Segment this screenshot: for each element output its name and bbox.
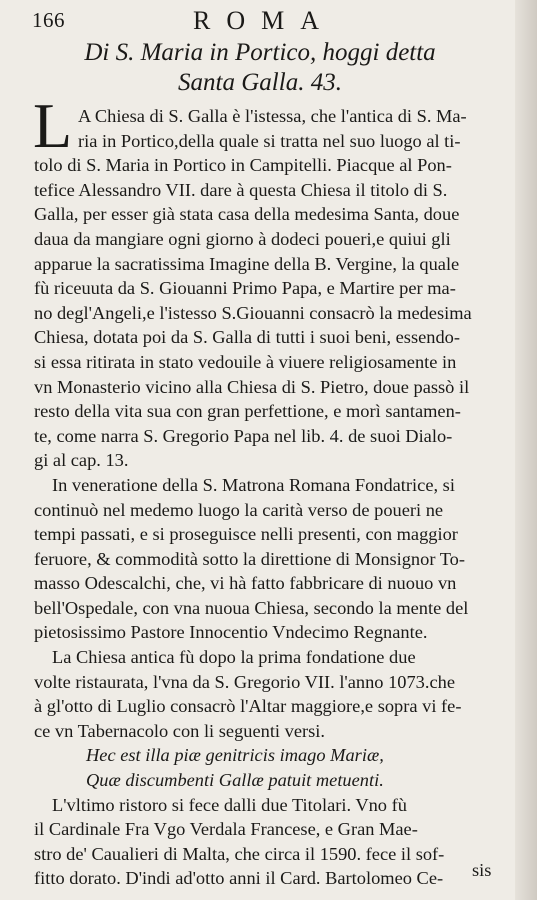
text-line: tefice Alessandro VII. dare à questa Chiesa il titolo di S.: [34, 179, 448, 200]
text-line: pietosissimo Pastore Innocentio Vndecimo Regnante.: [34, 622, 428, 643]
page-number: 166: [32, 8, 65, 32]
text-line: volte ristaurata, l'vna da S. Gregorio VII. l'anno 1073.che: [34, 671, 455, 692]
paragraph-3: [34, 645, 512, 743]
paragraph-4: [34, 793, 512, 891]
paragraph-1: [34, 104, 512, 473]
title-line-2: Santa Galla. 43.: [178, 69, 342, 96]
drop-cap: L: [33, 90, 73, 161]
section-title: [60, 38, 460, 98]
text-line: à gl'otto di Luglio consacrò l'Altar maggiore,e sopra vi fe-: [34, 696, 462, 717]
text-line: no degl'Angeli,e l'istesso S.Giouanni consacrò la medesima: [34, 302, 472, 323]
verse-line: Quæ discumbenti Gallæ patuit metuenti.: [86, 770, 384, 791]
text-line: resto della vita sua con gran perfettione, e morì santamen-: [34, 401, 461, 422]
text-line: si essa ritirata in stato vedouile à viuere religiosamente in: [34, 351, 457, 372]
text-line: L'vltimo ristoro si fece dalli due Titolari. Vno fù: [52, 794, 407, 815]
text-line: ria in Portico,della quale si tratta nel suo luogo al ti-: [78, 130, 461, 151]
verse-line: Hec est illa piæ genitricis imago Mariæ,: [86, 745, 384, 766]
text-line: ce vn Tabernacolo con li seguenti versi.: [34, 720, 325, 741]
text-line: Chiesa, dotata poi da S. Galla di tutti i suoi beni, essendo-: [34, 327, 460, 348]
text-line: tempi passati, e si proseguisce nelli presenti, con maggior: [34, 524, 458, 545]
text-line: apparue la sacratissima Imagine della B. Vergine, la quale: [34, 253, 460, 274]
text-line: Galla, per esser già stata casa della medesima Santa, doue: [34, 204, 460, 225]
page-header: [28, 6, 498, 36]
text-line: bell'Ospedale, con vna nuoua Chiesa, secondo la mente del: [34, 597, 469, 618]
verse-quotation: [34, 743, 512, 792]
text-line: A Chiesa di S. Galla è l'istessa, che l'antica di S. Ma-: [78, 106, 467, 126]
text-line: vn Monasterio vicino alla Chiesa di S. Pietro, doue passò il: [34, 376, 470, 397]
text-line: La Chiesa antica fù dopo la prima fondatione due: [52, 647, 416, 668]
text-line: daua da mangiare ogni giorno à dodeci poueri,e quiui gli: [34, 228, 451, 249]
text-line: In veneratione della S. Matrona Romana Fondatrice, si: [52, 474, 455, 495]
text-line: te, come narra S. Gregorio Papa nel lib. 4. de suoi Dialo-: [34, 425, 453, 446]
text-line: stro de' Caualieri di Malta, che circa il 1590. fece il sof-: [34, 843, 445, 864]
paragraph-2: [34, 473, 512, 645]
text-line: gi al cap. 13.: [34, 450, 129, 471]
title-line-1: Di S. Maria in Portico, hoggi detta: [84, 39, 436, 66]
text-line: masso Odescalchi, che, vi hà fatto fabbricare di nuouo vn: [34, 573, 457, 594]
text-line: il Cardinale Fra Vgo Verdala Francese, e Gran Mae-: [34, 819, 418, 840]
text-line: fù riceuuta da S. Giouanni Primo Papa, e Martire per ma-: [34, 278, 456, 299]
body-text: [34, 104, 512, 891]
text-line: tolo di S. Maria in Portico in Campitelli. Piacque al Pon-: [34, 155, 452, 176]
catchword: sis: [472, 860, 492, 880]
text-line: fitto dorato. D'indi ad'otto anni il Card. Bartolomeo Ce-: [34, 868, 444, 889]
page-gutter-shadow: [515, 0, 537, 900]
text-line: continuò nel medemo luogo la carità verso de poueri ne: [34, 499, 444, 520]
text-line: feruore, & commodità sotto la direttione di Monsignor To-: [34, 548, 465, 569]
running-head: ROMA: [193, 6, 336, 35]
